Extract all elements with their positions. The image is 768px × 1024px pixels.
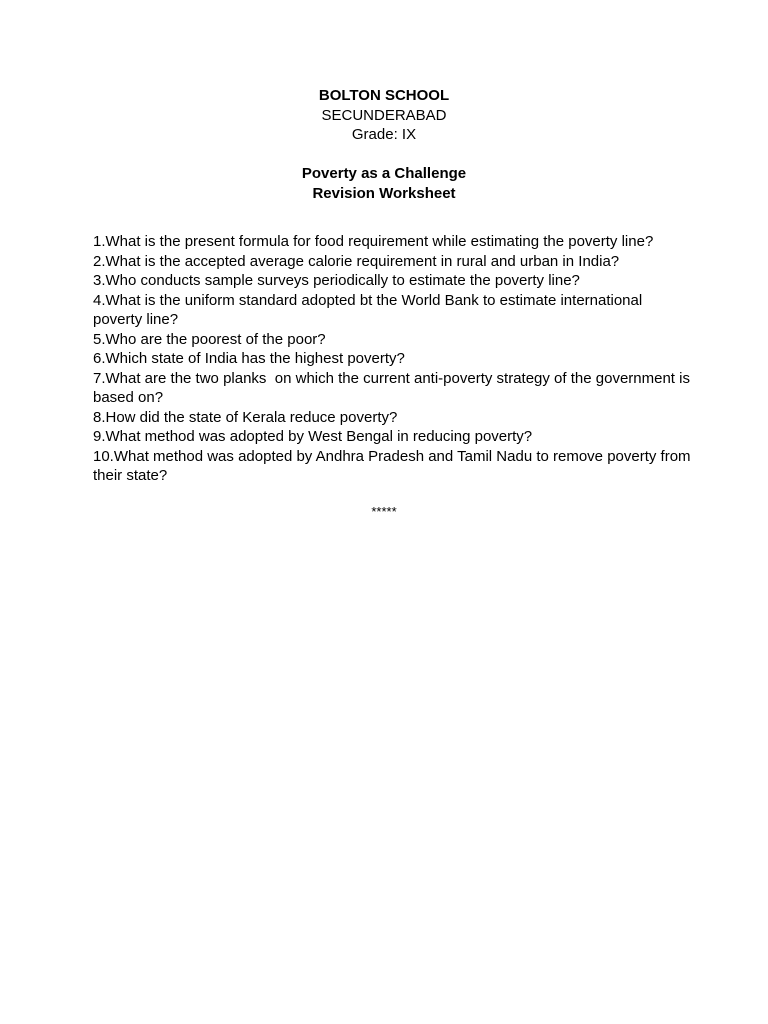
question-item: 9.What method was adopted by West Bengal in reducing poverty? [93,428,533,445]
header-spacer [0,145,768,165]
question-item: 7.What are the two planks on which the current anti-poverty strategy of the government is based on? [93,369,695,406]
end-of-worksheet-mark: ***** [371,504,397,519]
question-item: 6.Which state of India has the highest poverty? [93,350,405,367]
school-city: SECUNDERABAD [321,106,447,124]
school-name: BOLTON SCHOOL [318,87,450,104]
question-item: 2.What is the accepted average calorie requirement in rural and urban in India? [93,252,620,270]
question-item: 5.Who are the poorest of the poor? [93,330,326,348]
question-item: 3.Who conducts sample surveys periodically to estimate the poverty line? [93,272,580,289]
question-item: 8.How did the state of Kerala reduce poverty? [93,408,398,426]
worksheet-subtitle: Revision Worksheet [312,184,456,202]
document-header [0,86,768,203]
worksheet-title: Poverty as a Challenge [301,165,467,182]
question-list [93,232,693,486]
question-item: 4.What is the uniform standard adopted bt the World Bank to estimate international poverty line? [93,291,647,328]
question-item: 10.What method was adopted by Andhra Pradesh and Tamil Nadu to remove poverty from their state? [93,447,695,484]
grade-label: Grade: IX [351,126,417,143]
question-item: 1.What is the present formula for food requirement while estimating the poverty line? [93,233,654,250]
